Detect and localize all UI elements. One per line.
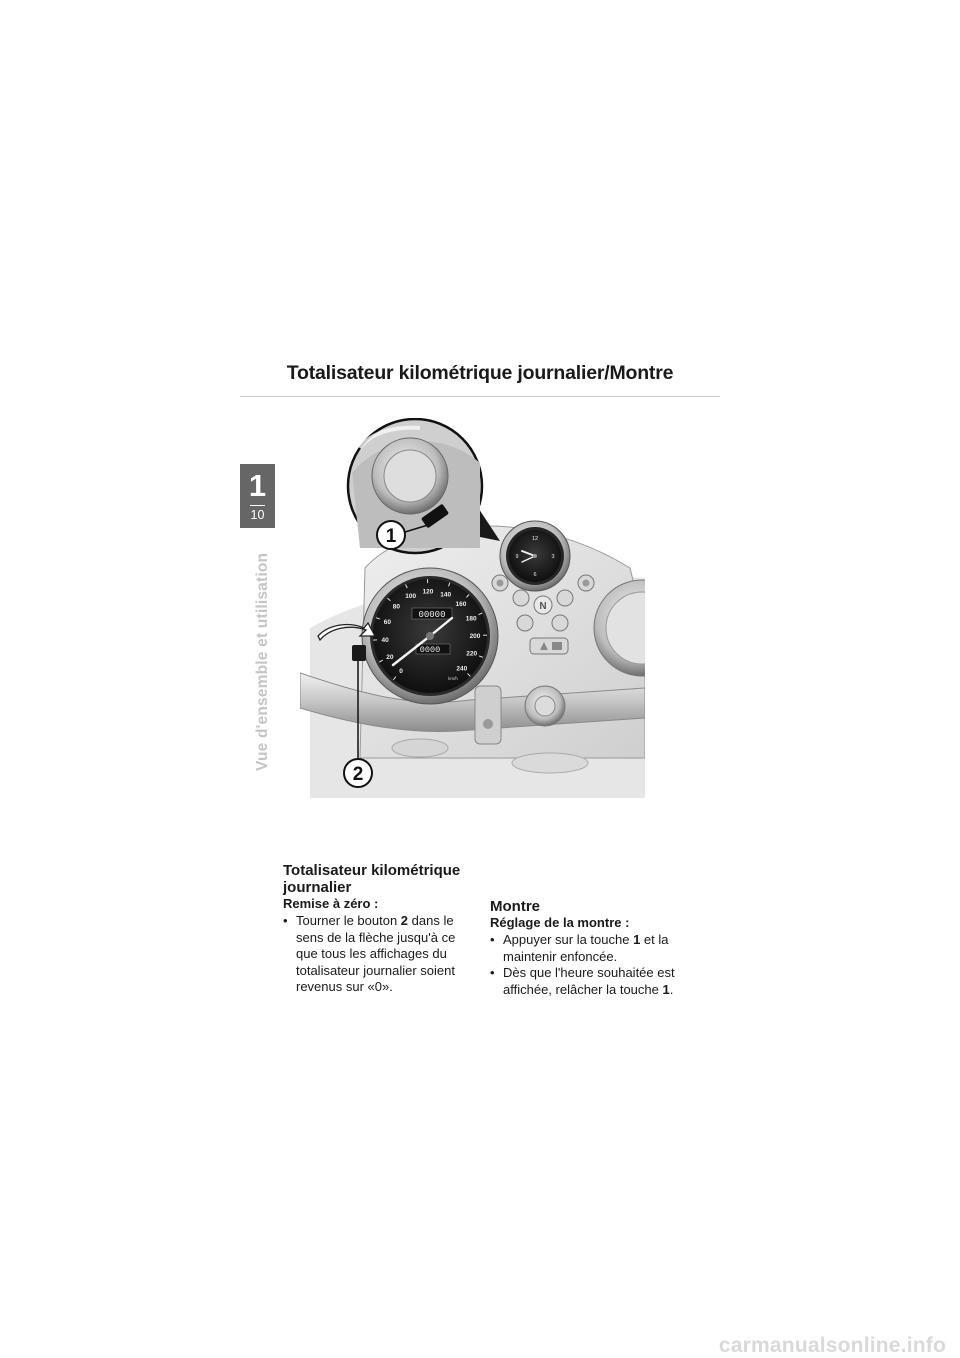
clock-section bbox=[490, 898, 686, 998]
clock-steps bbox=[490, 932, 686, 998]
clock-step-1: • Appuyer sur la touche 1 et la maintenir enfoncée. bbox=[490, 932, 686, 965]
clock-mark-3: 3 bbox=[551, 554, 555, 560]
reset-step-1: • Tourner le bouton 2 dans le sens de la flèche jusqu'à ce que tous les affichages du totalisateur journalier soient revenus sur «0». bbox=[283, 913, 479, 996]
title-divider bbox=[240, 396, 720, 397]
clock-mark-12: 12 bbox=[531, 536, 539, 542]
chapter-divider bbox=[250, 505, 265, 506]
instrument-cluster-figure bbox=[300, 418, 645, 798]
speedo-tick-240: 240 bbox=[456, 665, 468, 673]
speedo-tick-20: 20 bbox=[386, 654, 394, 661]
clock-mark-6: 6 bbox=[533, 572, 537, 578]
clock-step-2: • Dès que l'heure souhaitée est affichée, relâcher la touche 1. bbox=[490, 965, 686, 998]
speedo-tick-120: 120 bbox=[422, 588, 434, 596]
clock-setting-subheading: Réglage de la montre : bbox=[490, 915, 630, 930]
side-chapter-label: Vue d'ensemble et utilisation bbox=[254, 552, 271, 771]
clock-heading: Montre bbox=[490, 898, 540, 915]
speedo-tick-140: 140 bbox=[440, 591, 452, 599]
speedo-tick-0: 0 bbox=[399, 668, 403, 675]
speedo-tick-100: 100 bbox=[405, 592, 417, 600]
page-number: 10 bbox=[250, 508, 265, 522]
speedo-tick-40: 40 bbox=[381, 636, 389, 644]
trip-meter-section bbox=[283, 862, 479, 996]
speedo-tick-200: 200 bbox=[469, 632, 481, 640]
clock bbox=[500, 521, 570, 591]
svg-text:N: N bbox=[539, 601, 547, 612]
page-title: Totalisateur kilométrique journalier/Montre bbox=[286, 362, 674, 384]
speedo-tick-80: 80 bbox=[392, 603, 401, 611]
callout-2-label: 2 bbox=[352, 764, 364, 785]
reset-subheading: Remise à zéro : bbox=[283, 896, 379, 911]
speedo-tick-220: 220 bbox=[466, 650, 478, 658]
watermark: carmanualsonline.info bbox=[718, 1334, 946, 1357]
speedo-tick-160: 160 bbox=[455, 600, 467, 608]
speedo-tick-180: 180 bbox=[465, 615, 477, 623]
speed-unit-label: km/h bbox=[448, 676, 458, 681]
speedometer bbox=[362, 568, 498, 704]
chapter-tab bbox=[240, 464, 275, 528]
chapter-number: 1 bbox=[248, 468, 267, 503]
speedo-tick-60: 60 bbox=[383, 619, 392, 626]
odometer-display: 00000 bbox=[418, 610, 446, 620]
trip-meter-heading: Totalisateur kilométrique journalier bbox=[283, 862, 461, 896]
callout-1-label: 1 bbox=[385, 526, 397, 547]
clock-mark-9: 9 bbox=[515, 554, 519, 560]
instrument-cluster-illustration bbox=[300, 418, 645, 798]
trip-display: 0000 bbox=[419, 645, 441, 655]
reset-steps bbox=[283, 913, 479, 996]
